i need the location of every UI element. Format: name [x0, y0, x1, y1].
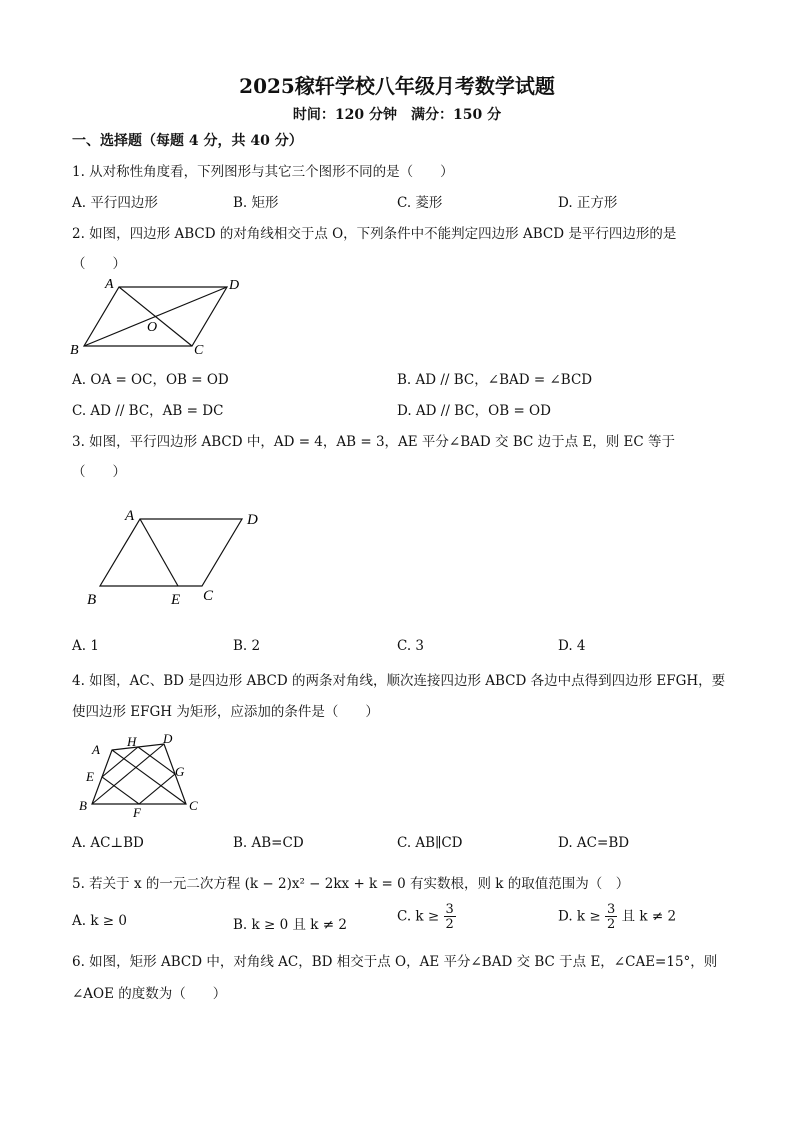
question-4-option-c: C. AB∥CD: [397, 835, 463, 851]
question-2-stem: 2. 如图，四边形 ABCD 的对角线相交于点 O，下列条件中不能判定四边形 ABCD 是平行四边形的是: [72, 226, 677, 242]
diagonal-bd: [84, 287, 227, 346]
question-4-option-b: B. AB=CD: [233, 835, 304, 851]
question-5-option-c-text: C. k ≥: [397, 908, 440, 925]
question-5-option-d-text: D. k ≥: [558, 908, 601, 925]
question-5-stem: 5. 若关于 x 的一元二次方程 (k − 2)x² − 2kx + k = 0 有实数根，则 k 的取值范围为（ ）: [72, 876, 630, 892]
question-2-stem-cont: （ ）: [72, 256, 126, 272]
page-title: 2025稼轩学校八年级月考数学试题: [239, 74, 555, 98]
label-f: F: [133, 805, 141, 820]
question-5-option-d-suffix: 且 k ≠ 2: [621, 908, 677, 925]
question-5-option-b: B. k ≥ 0 且 k ≠ 2: [233, 917, 347, 933]
label-a: A: [125, 508, 135, 524]
question-2-option-a: A. OA = OC，OB = OD: [72, 372, 229, 388]
label-b: B: [87, 592, 97, 608]
fraction-denominator: 2: [607, 917, 616, 932]
label-g: G: [175, 764, 185, 779]
quadrilateral-efgh: [102, 747, 175, 804]
exam-info: 时间：120 分钟 满分：150 分: [292, 107, 502, 123]
question-2-option-b: B. AD // BC，∠BAD = ∠BCD: [397, 372, 593, 388]
fraction-numerator: 3: [607, 902, 616, 917]
section-heading: 一、选择题（每题 4 分，共 40 分）: [72, 133, 303, 149]
question-3-option-c: C. 3: [397, 638, 425, 654]
label-a: A: [105, 277, 114, 292]
label-a: A: [92, 742, 100, 757]
fraction-numerator: 3: [445, 902, 454, 917]
question-4-option-a: A. AC⊥BD: [72, 835, 144, 851]
label-o: O: [147, 320, 158, 335]
label-b: B: [70, 343, 79, 358]
question-1-stem: 1. 从对称性角度看，下列图形与其它三个图形不同的是（ ）: [72, 164, 454, 180]
fraction-three-halves: [605, 903, 617, 931]
label-d: D: [247, 512, 258, 528]
fraction-three-halves: [444, 903, 456, 931]
question-4-option-d: D. AC=BD: [558, 835, 630, 851]
question-2-figure: [64, 274, 254, 358]
label-c: C: [203, 588, 214, 604]
question-2-option-d: D. AD // BC，OB = OD: [397, 403, 551, 419]
label-c: C: [189, 798, 198, 813]
label-h: H: [127, 734, 137, 749]
question-4-stem: 4. 如图，AC、BD 是四边形 ABCD 的两条对角线，顺次连接四边形 ABCD 各边中点得到四边形 EFGH，要: [72, 673, 726, 689]
question-1-option-b: B. 矩形: [233, 195, 279, 211]
question-5-option-c: [397, 903, 456, 931]
question-3-figure: [80, 500, 280, 612]
question-1-option-d: D. 正方形: [558, 195, 618, 211]
question-3-option-b: B. 2: [233, 638, 261, 654]
label-d: D: [163, 731, 173, 746]
question-5-option-d: [558, 903, 676, 931]
label-b: B: [79, 798, 87, 813]
question-3-option-a: A. 1: [72, 638, 99, 654]
label-e: E: [171, 592, 181, 608]
question-3-stem: 3. 如图，平行四边形 ABCD 中，AD = 4，AB = 3，AE 平分∠BAD 交 BC 边于点 E，则 EC 等于: [72, 434, 676, 450]
label-d: D: [229, 278, 240, 293]
question-2-option-c: C. AD // BC，AB = DC: [72, 403, 224, 419]
question-1-option-a: A. 平行四边形: [72, 195, 158, 211]
label-e: E: [86, 769, 94, 784]
question-6-stem: 6. 如图，矩形 ABCD 中，对角线 AC，BD 相交于点 O，AE 平分∠BAD 交 BC 于点 E，∠CAE=15°，则: [72, 954, 718, 970]
fraction-denominator: 2: [445, 917, 454, 932]
question-4-figure: [72, 728, 212, 824]
label-c: C: [194, 343, 204, 358]
parallelogram-abcd: [100, 519, 242, 586]
question-3-option-d: D. 4: [558, 638, 586, 654]
question-3-stem-cont: （ ）: [72, 464, 126, 480]
question-6-stem-cont: ∠AOE 的度数为（ ）: [72, 986, 227, 1002]
question-1-option-c: C. 菱形: [397, 195, 443, 211]
question-5-option-a: A. k ≥ 0: [72, 913, 127, 929]
question-4-stem-cont: 使四边形 EFGH 为矩形，应添加的条件是（ ）: [72, 704, 379, 720]
bisector-ae: [140, 519, 178, 586]
